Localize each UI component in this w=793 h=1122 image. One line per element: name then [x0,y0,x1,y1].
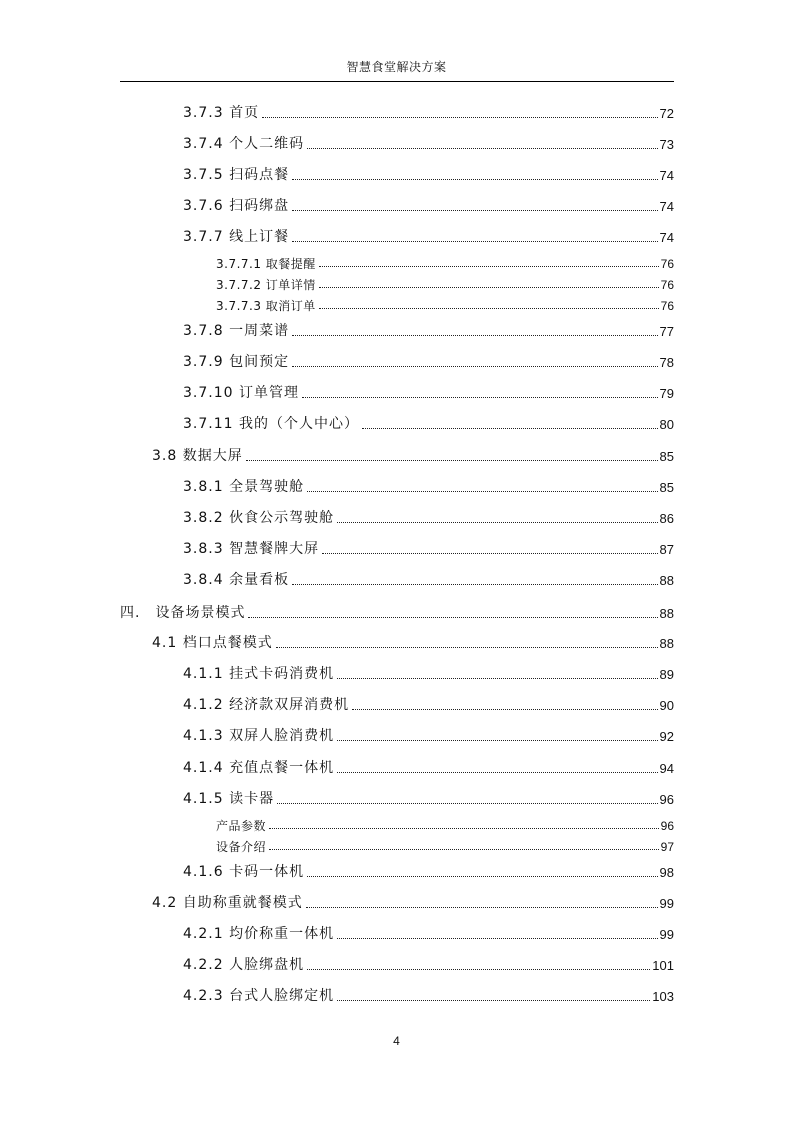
toc-entry-3-7-7-2[interactable] [216,274,674,292]
toc-dot-leader [322,553,657,554]
toc-dot-leader [337,1000,650,1001]
toc-dot-leader [269,828,659,829]
toc-entry-label: 3.7.10 订单管理 [183,385,299,401]
toc-entry-page: 79 [659,386,674,401]
toc-entry-label: 3.7.3 首页 [183,105,260,121]
toc-dot-leader [292,335,657,336]
toc-entry-page: 74 [659,230,674,245]
toc-entry-4-2[interactable] [152,890,674,912]
toc-entry-page: 76 [660,299,674,313]
toc-entry-chapter-4[interactable] [120,600,674,622]
toc-entry-3-7-7[interactable] [183,224,674,246]
toc-entry-product-params[interactable] [216,815,674,833]
toc-entry-4-1-1[interactable] [183,661,674,683]
toc-entry-label: 4.1 档口点餐模式 [152,635,273,651]
toc-entry-label: 4.2.3 台式人脸绑定机 [183,988,335,1004]
toc-dot-leader [319,308,659,309]
toc-entry-page: 96 [660,819,674,833]
toc-entry-label: 3.7.7 线上订餐 [183,229,290,245]
page-header-title: 智慧食堂解决方案 [346,60,447,74]
toc-entry-label: 3.7.7.3 取消订单 [216,299,316,313]
toc-entry-page: 99 [659,896,674,911]
toc-entry-label: 3.7.9 包间预定 [183,354,290,370]
toc-dot-leader [319,266,659,267]
toc-dot-leader [307,876,657,877]
toc-entry-3-7-5[interactable] [183,162,674,184]
toc-dot-leader [292,241,657,242]
toc-entry-page: 77 [659,324,674,339]
toc-entry-label: 3.7.4 个人二维码 [183,136,305,152]
toc-entry-3-7-9[interactable] [183,349,674,371]
toc-entry-page: 89 [659,667,674,682]
toc-entry-3-7-7-1[interactable] [216,253,674,271]
toc-entry-page: 86 [659,511,674,526]
toc-entry-label: 设备介绍 [216,840,267,854]
toc-entry-page: 80 [659,417,674,432]
toc-entry-label: 3.7.7.1 取餐提醒 [216,257,316,271]
toc-entry-page: 87 [659,542,674,557]
toc-entry-page: 73 [659,137,674,152]
toc-entry-page: 101 [652,958,674,973]
toc-entry-label: 3.7.6 扫码绑盘 [183,198,290,214]
toc-dot-leader [337,522,657,523]
toc-dot-leader [276,647,658,648]
toc-entry-3-8-3[interactable] [183,536,674,558]
toc-dot-leader [306,907,658,908]
toc-entry-page: 85 [659,449,674,464]
toc-entry-label: 4.1.6 卡码一体机 [183,864,305,880]
toc-entry-3-8[interactable] [152,443,674,465]
toc-entry-label: 4.1.2 经济款双屏消费机 [183,697,350,713]
toc-entry-page: 92 [659,729,674,744]
toc-entry-3-8-2[interactable] [183,505,674,527]
toc-entry-3-7-7-3[interactable] [216,295,674,313]
toc-entry-3-7-3[interactable] [183,100,674,122]
toc-entry-page: 74 [659,168,674,183]
toc-dot-leader [307,148,657,149]
toc-dot-leader [269,849,659,850]
toc-dot-leader [302,397,658,398]
toc-entry-label: 3.7.11 我的（个人中心） [183,416,359,432]
toc-entry-label: 3.8 数据大屏 [152,448,243,464]
toc-entry-label: 3.8.2 伙食公示驾驶舱 [183,510,335,526]
toc-entry-4-2-2[interactable] [183,952,674,974]
toc-dot-leader [292,366,657,367]
toc-entry-label: 四. 设备场景模式 [120,605,246,621]
toc-entry-3-7-4[interactable] [183,131,674,153]
toc-dot-leader [292,179,657,180]
toc-dot-leader [362,428,658,429]
toc-dot-leader [337,772,657,773]
toc-entry-4-1-3[interactable] [183,723,674,745]
toc-entry-label: 3.7.8 一周菜谱 [183,323,290,339]
toc-entry-3-7-11[interactable] [183,411,674,433]
toc-entry-page: 74 [659,199,674,214]
toc-entry-page: 72 [659,106,674,121]
toc-dot-leader [319,287,659,288]
toc-entry-page: 88 [659,636,674,651]
toc-entry-4-1-4[interactable] [183,755,674,777]
toc-entry-label: 4.1.1 挂式卡码消费机 [183,666,335,682]
toc-entry-page: 76 [660,257,674,271]
toc-entry-label: 3.8.3 智慧餐牌大屏 [183,541,320,557]
toc-entry-label: 4.1.3 双屏人脸消费机 [183,728,335,744]
toc-dot-leader [337,938,657,939]
toc-entry-page: 85 [659,480,674,495]
toc-entry-page: 88 [659,573,674,588]
toc-dot-leader [277,803,657,804]
toc-entry-device-intro[interactable] [216,836,674,854]
toc-entry-4-1-2[interactable] [183,692,674,714]
toc-entry-3-8-1[interactable] [183,474,674,496]
toc-entry-4-2-3[interactable] [183,983,674,1005]
toc-entry-page: 103 [652,989,674,1004]
toc-entry-page: 98 [659,865,674,880]
toc-dot-leader [337,740,657,741]
toc-entry-page: 97 [660,840,674,854]
toc-entry-page: 88 [659,606,674,621]
toc-entry-label: 4.2 自助称重就餐模式 [152,895,303,911]
toc-dot-leader [337,678,657,679]
toc-entry-page: 96 [659,792,674,807]
toc-entry-3-7-6[interactable] [183,193,674,215]
toc-entry-label: 3.7.5 扫码点餐 [183,167,290,183]
toc-entry-label: 3.8.4 余量看板 [183,572,290,588]
toc-entry-page: 99 [659,927,674,942]
toc-dot-leader [246,460,658,461]
toc-dot-leader [248,617,657,618]
toc-entry-3-7-8[interactable] [183,318,674,340]
toc-entry-4-1[interactable] [152,630,674,652]
toc-dot-leader [307,491,657,492]
toc-entry-label: 产品参数 [216,819,267,833]
toc-entry-4-1-5[interactable] [183,786,674,808]
toc-entry-page: 90 [659,698,674,713]
toc-entry-label: 4.1.5 读卡器 [183,791,275,807]
toc-entry-label: 4.2.1 均价称重一体机 [183,926,335,942]
toc-entry-label: 4.1.4 充值点餐一体机 [183,760,335,776]
page-number: 4 [393,1034,400,1048]
toc-dot-leader [262,117,657,118]
toc-entry-3-7-10[interactable] [183,380,674,402]
toc-entry-3-8-4[interactable] [183,567,674,589]
toc-dot-leader [307,969,650,970]
toc-dot-leader [352,709,657,710]
toc-entry-4-2-1[interactable] [183,921,674,943]
toc-entry-page: 76 [660,278,674,292]
toc-entry-label: 3.7.7.2 订单详情 [216,278,316,292]
toc-entry-label: 3.8.1 全景驾驶舱 [183,479,305,495]
toc-dot-leader [292,584,657,585]
toc-dot-leader [292,210,657,211]
toc-entry-4-1-6[interactable] [183,859,674,881]
toc-entry-page: 78 [659,355,674,370]
toc-entry-label: 4.2.2 人脸绑盘机 [183,957,305,973]
toc-entry-page: 94 [659,761,674,776]
